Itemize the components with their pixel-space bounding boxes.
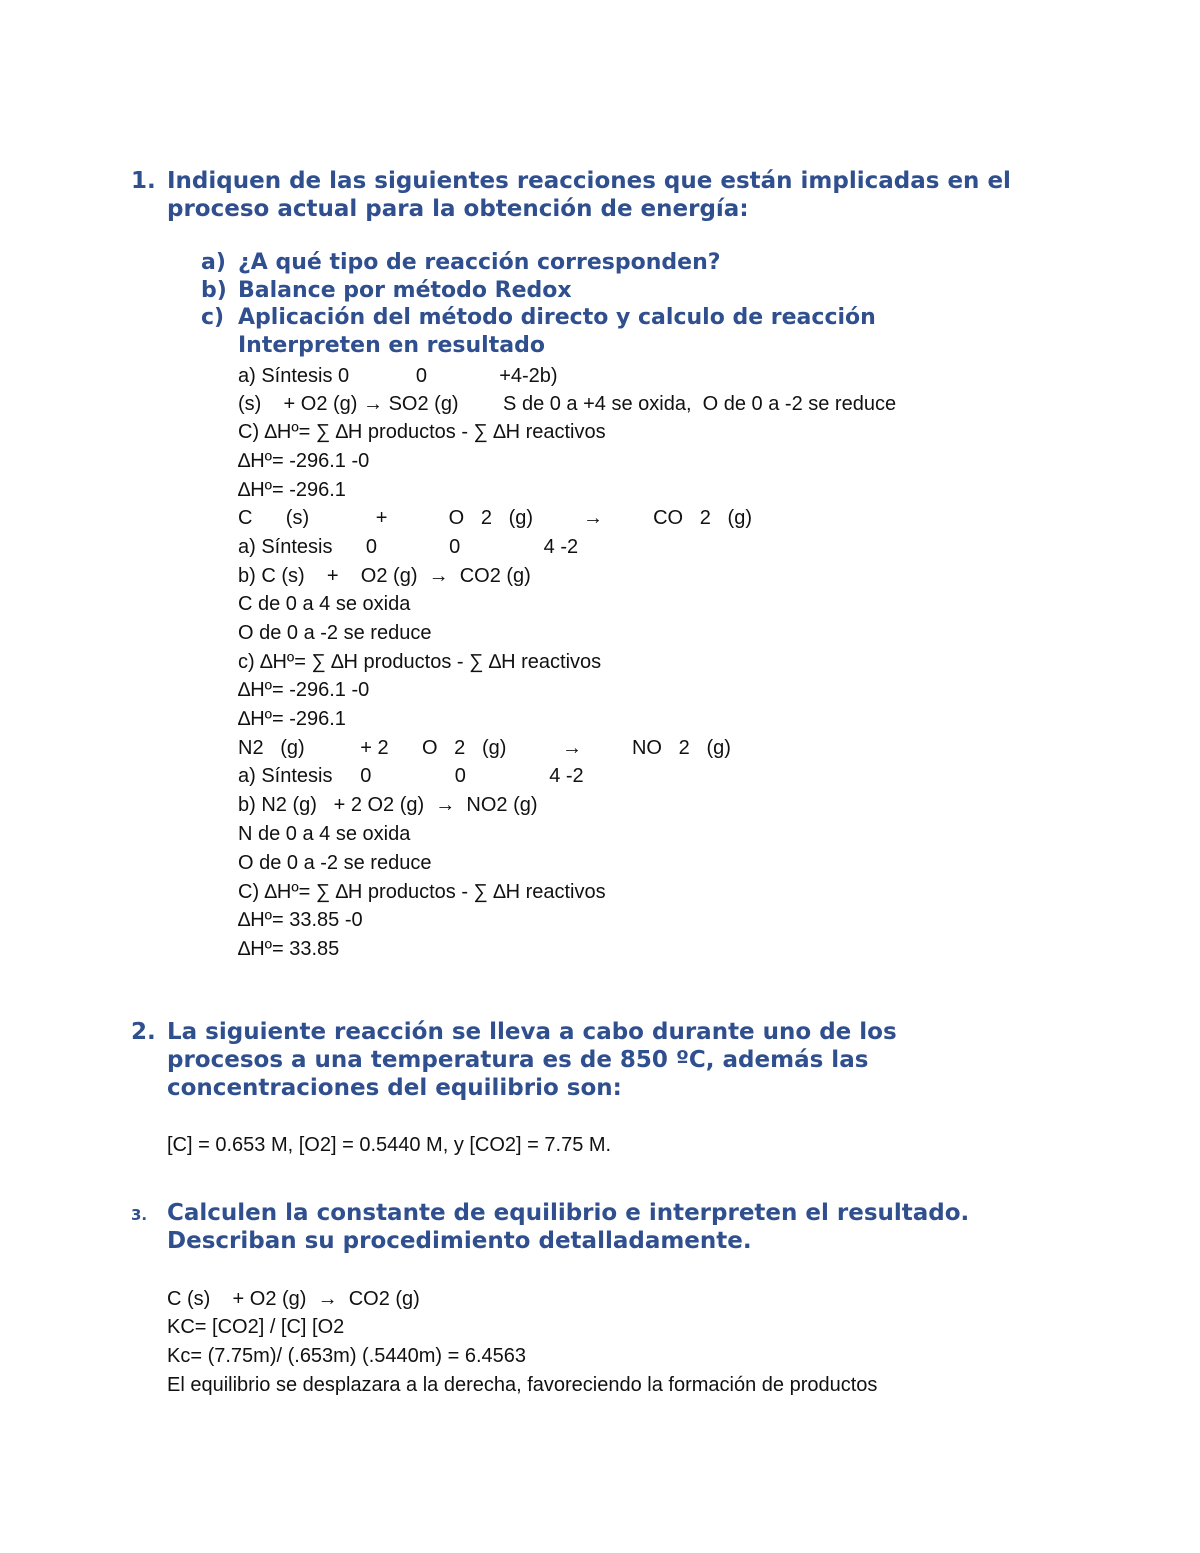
q1-line: b) N2 (g) + 2 O2 (g) → NO2 (g)	[238, 794, 538, 816]
question-2-title-line-1: La siguiente reacción se lleva a cabo durante uno de los	[167, 1019, 897, 1045]
q1-line: a) Síntesis 0 0 4 -2	[238, 536, 579, 558]
q1-line: N2 (g) + 2 O 2 (g) → NO 2 (g)	[238, 737, 731, 759]
q1-line: b) C (s) + O2 (g) → CO2 (g)	[238, 565, 531, 587]
item-b-text: Balance por método Redox	[238, 278, 572, 303]
q1-line: C) ∆Hº= ∑ ∆H productos - ∑ ∆H reactivos	[238, 421, 606, 443]
item-b-marker: b)	[201, 278, 227, 303]
item-c-text: Aplicación del método directo y calculo de reacción	[238, 305, 876, 330]
question-3-title-line-2: Describan su procedimiento detalladamente.	[167, 1228, 752, 1254]
q1-line: C) ∆Hº= ∑ ∆H productos - ∑ ∆H reactivos	[238, 881, 606, 903]
q1-line: ∆Hº= -296.1	[238, 708, 346, 730]
q1-line: O de 0 a -2 se reduce	[238, 622, 432, 644]
q1-line: ∆Hº= -296.1	[238, 479, 346, 501]
equilibrium-concentrations: [C] = 0.653 M, [O2] = 0.5440 M, y [CO2] = 7.75 M.	[167, 1134, 612, 1156]
item-a-marker: a)	[201, 250, 226, 275]
q1-line: ∆Hº= 33.85 -0	[238, 909, 363, 931]
question-2-number: 2.	[131, 1019, 156, 1045]
q3-line: El equilibrio se desplazara a la derecha, favoreciendo la formación de productos	[167, 1374, 878, 1396]
q3-line: Kc= (7.75m)/ (.653m) (.5440m) = 6.4563	[167, 1345, 527, 1367]
q1-line: a) Síntesis 0 0 +4-2b)	[238, 365, 558, 387]
question-2-title-line-2: procesos a una temperatura es de 850 ºC, además las	[167, 1047, 869, 1073]
question-2-title-line-3: concentraciones del equilibrio son:	[167, 1075, 622, 1101]
question-3-number: 3.	[131, 1206, 148, 1224]
q1-line: C (s) + O 2 (g) → CO 2 (g)	[238, 507, 752, 529]
q1-line: N de 0 a 4 se oxida	[238, 823, 411, 845]
q3-line: C (s) + O2 (g) → CO2 (g)	[167, 1288, 420, 1310]
q1-line: ∆Hº= 33.85	[238, 938, 340, 960]
question-1-number: 1.	[131, 168, 156, 194]
item-c-marker: c)	[201, 305, 225, 330]
item-c-continuation: Interpreten en resultado	[238, 333, 545, 358]
q1-line: ∆Hº= -296.1 -0	[238, 450, 370, 472]
question-3-title-line-1: Calculen la constante de equilibrio e interpreten el resultado.	[167, 1200, 970, 1226]
q3-line: KC= [CO2] / [C] [O2	[167, 1316, 345, 1338]
q1-line: O de 0 a -2 se reduce	[238, 852, 432, 874]
item-a-text: ¿A qué tipo de reacción corresponden?	[238, 250, 721, 275]
q1-line: (s) + O2 (g) → SO2 (g) S de 0 a +4 se oxida, O de 0 a -2 se reduce	[238, 393, 897, 415]
q1-line: c) ∆Hº= ∑ ∆H productos - ∑ ∆H reactivos	[238, 651, 602, 673]
q1-line: a) Síntesis 0 0 4 -2	[238, 765, 584, 787]
question-1-title-line-1: Indiquen de las siguientes reacciones que están implicadas en el	[167, 168, 1011, 194]
question-1-title-line-2: proceso actual para la obtención de energía:	[167, 196, 749, 222]
q1-line: C de 0 a 4 se oxida	[238, 593, 411, 615]
q1-line: ∆Hº= -296.1 -0	[238, 679, 370, 701]
